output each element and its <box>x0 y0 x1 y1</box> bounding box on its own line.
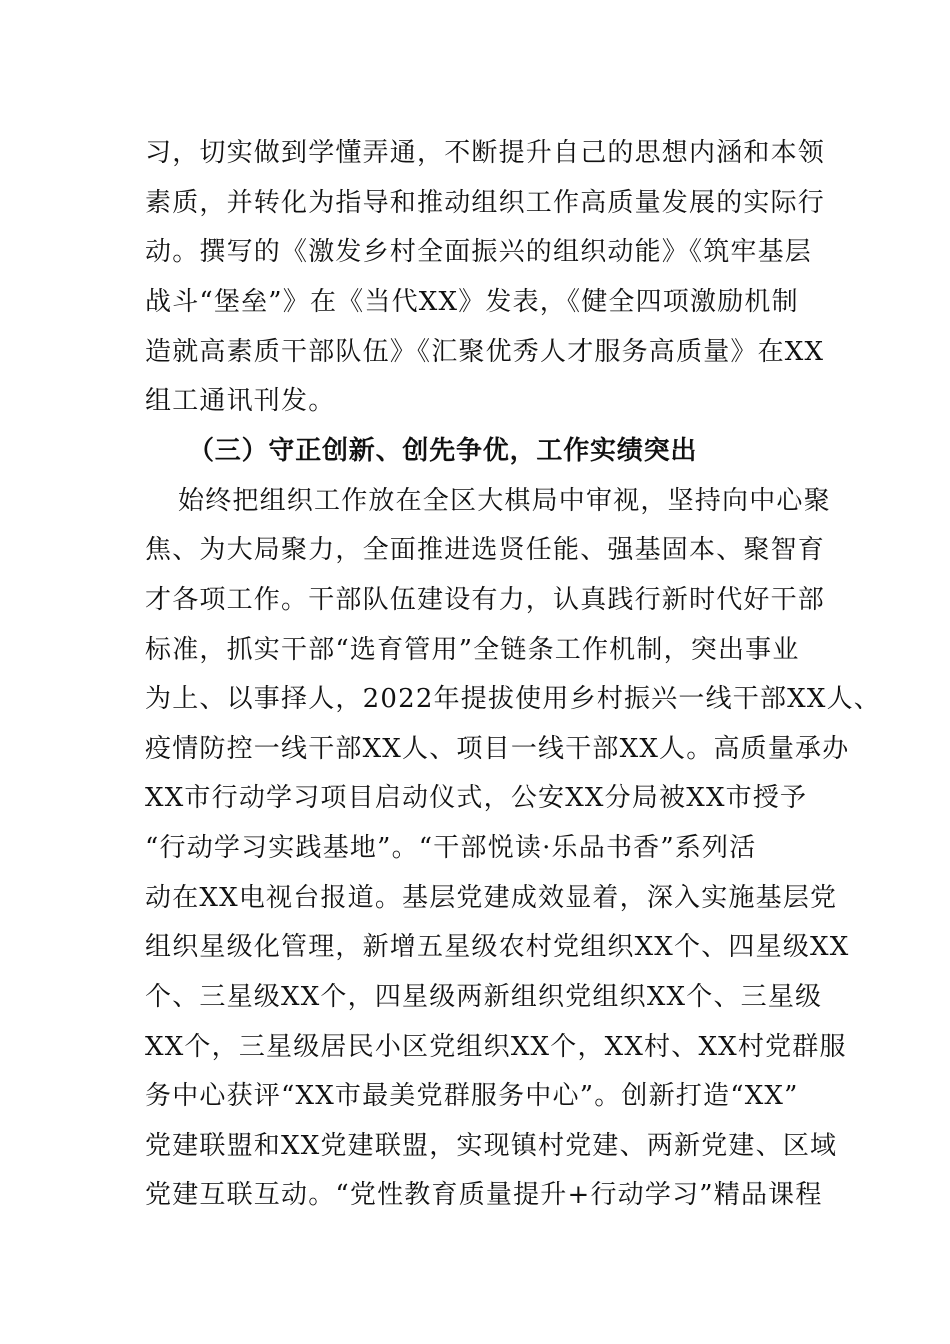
body-text-line: XX个，三星级居民小区党组织XX个，XX村、XX村党群服 <box>145 1032 847 1062</box>
body-text-line: 动在XX电视台报道。基层党建成效显着，深入实施基层党 <box>145 883 838 913</box>
body-text-line: 务中心获评“XX市最美党群服务中心”。创新打造“XX” <box>145 1081 799 1111</box>
paragraph-first-line: 始终把组织工作放在全区大棋局中审视，坚持向中心聚 <box>178 486 831 516</box>
section-heading: （三）守正创新、创先争优，工作实绩突出 <box>188 436 698 466</box>
body-text-line: 才各项工作。干部队伍建设有力，认真践行新时代好干部 <box>145 585 826 615</box>
body-text-line: 动。撰写的《激发乡村全面振兴的组织动能》《筑牢基层 <box>145 237 813 267</box>
body-text-line: 疫情防控一线干部XX人、项目一线干部XX人。高质量承办 <box>145 734 850 764</box>
body-text-line: 素质，并转化为指导和推动组织工作高质量发展的实际行 <box>145 188 826 218</box>
body-text-line: 焦、为大局聚力，全面推进选贤任能、强基固本、聚智育 <box>145 535 826 565</box>
body-text-line: XX市行动学习项目启动仪式，公安XX分局被XX市授予 <box>145 783 808 813</box>
body-text-line: 习，切实做到学懂弄通，不断提升自己的思想内涵和本领 <box>145 138 826 168</box>
body-text-line: 造就高素质干部队伍》《汇聚优秀人才服务高质量》在XX <box>145 337 825 367</box>
body-text-line: “行动学习实践基地”。“干部悦读·乐品书香”系列活 <box>145 833 757 863</box>
body-text-line: 党建互联互动。“党性教育质量提升+行动学习”精品课程 <box>145 1180 823 1210</box>
body-text-line: 为上、以事择人，2022年提拔使用乡村振兴一线干部XX人、 <box>145 684 881 714</box>
body-text-line: 党建联盟和XX党建联盟，实现镇村党建、两新党建、区域 <box>145 1131 838 1161</box>
body-text-line: 标准，抓实干部“选育管用”全链条工作机制，突出事业 <box>145 635 800 665</box>
body-text-line: 组工通讯刊发。 <box>145 386 336 416</box>
body-text-line: 个、三星级XX个，四星级两新组织党组织XX个、三星级 <box>145 982 823 1012</box>
body-text-line: 战斗“堡垒”》在《当代XX》发表，《健全四项激励机制 <box>145 287 799 317</box>
body-text-line: 组织星级化管理，新增五星级农村党组织XX个、四星级XX <box>145 932 850 962</box>
